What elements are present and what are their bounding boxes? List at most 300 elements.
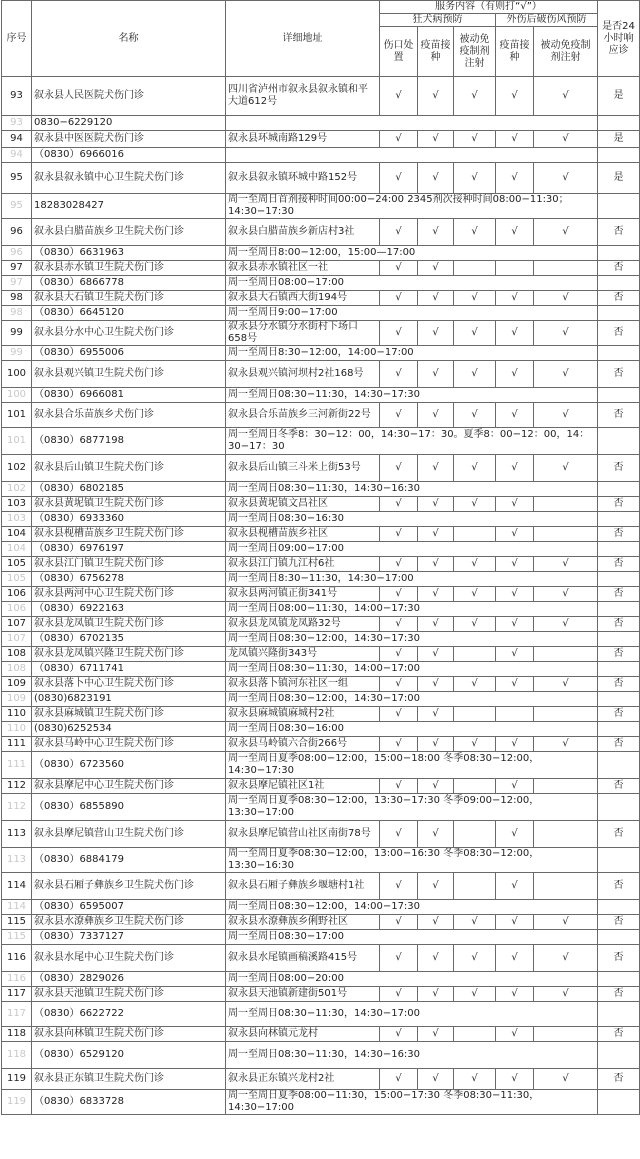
passive-tetanus-check: √: [534, 291, 598, 306]
clinic-address: 四川省泸州市叙永县叙永镇和平大道612号: [226, 77, 380, 116]
table-header: [2, 1, 640, 77]
clinic-row: [2, 873, 640, 900]
clinic-no: 100: [2, 361, 32, 388]
clinic-phone: （0830）6756278: [32, 572, 226, 587]
clinic-no-repeat: 109: [2, 692, 32, 707]
clinic-address: 龙凤镇兴隆街343号: [226, 647, 380, 662]
h24-value: 是: [598, 163, 640, 194]
clinic-hours: 周一至周日08:30−11:30，14:30−17:30: [226, 388, 598, 403]
vaccine-check: √: [418, 707, 454, 722]
clinic-hours: 周一至周日08:30−12:00，14:30−17:30: [226, 632, 598, 647]
clinic-contact-row: [2, 428, 640, 455]
clinic-hours: 周一至周日夏季08:00−11:30，15:00−17:30 冬季08:30−11:30，14:30−17:00: [226, 1090, 598, 1115]
clinic-phone: （0830）7337127: [32, 930, 226, 945]
tetanus-vaccine-check: √: [496, 737, 534, 752]
wound-check: √: [380, 527, 418, 542]
tetanus-vaccine-check: √: [496, 455, 534, 482]
vaccine-check: √: [418, 291, 454, 306]
clinic-phone: 18283028427: [32, 194, 226, 219]
vaccine-check: √: [418, 557, 454, 572]
clinic-no: 115: [2, 915, 32, 930]
h24-value: 否: [598, 1069, 640, 1090]
contact-blank: [598, 900, 640, 915]
clinic-name: 叙永县人民医院犬伤门诊: [32, 77, 226, 116]
vaccine-check: √: [418, 1027, 454, 1042]
clinic-no-repeat: 105: [2, 572, 32, 587]
passive-tetanus-check: √: [534, 677, 598, 692]
header-rabies: 狂犬病预防: [380, 14, 496, 27]
clinic-name: 叙永县落卜中心卫生院犬伤门诊: [32, 677, 226, 692]
wound-check: √: [380, 77, 418, 116]
vaccine-check: √: [418, 677, 454, 692]
clinic-name: 叙永县合乐苗族乡犬伤门诊: [32, 403, 226, 428]
vaccine-check: √: [418, 77, 454, 116]
wound-check: √: [380, 261, 418, 276]
clinic-phone: （0830）6631963: [32, 246, 226, 261]
clinic-no: 105: [2, 557, 32, 572]
clinic-no: 107: [2, 617, 32, 632]
clinic-name: 叙永县黄坭镇卫生院犬伤门诊: [32, 497, 226, 512]
clinic-name: 叙永县两河中心卫生院犬伤门诊: [32, 587, 226, 602]
passive-tetanus-check: √: [534, 587, 598, 602]
passive-tetanus-check: √: [534, 557, 598, 572]
clinic-phone: 0830−6229120: [32, 116, 226, 131]
clinic-contact-row: [2, 930, 640, 945]
clinic-address: 叙永县两河镇正街341号: [226, 587, 380, 602]
passive-rabies-check: √: [454, 291, 496, 306]
tetanus-vaccine-check: √: [496, 647, 534, 662]
wound-check: √: [380, 131, 418, 148]
clinic-contact-row: [2, 542, 640, 557]
clinic-no-repeat: 117: [2, 1002, 32, 1027]
clinic-phone: （0830）6622722: [32, 1002, 226, 1027]
wound-check: √: [380, 873, 418, 900]
tetanus-vaccine-check: √: [496, 403, 534, 428]
passive-tetanus-check: √: [534, 915, 598, 930]
wound-check: √: [380, 915, 418, 930]
clinic-phone: (0830)6252534: [32, 722, 226, 737]
clinic-hours: [226, 148, 598, 163]
wound-check: √: [380, 163, 418, 194]
wound-check: √: [380, 219, 418, 246]
vaccine-check: √: [418, 987, 454, 1002]
clinic-phone: （0830）6933360: [32, 512, 226, 527]
vaccine-check: √: [418, 261, 454, 276]
clinic-name: 叙永县天池镇卫生院犬伤门诊: [32, 987, 226, 1002]
passive-rabies-check: √: [454, 163, 496, 194]
wound-check: √: [380, 557, 418, 572]
passive-tetanus-check: [534, 873, 598, 900]
vaccine-check: √: [418, 131, 454, 148]
wound-check: √: [380, 617, 418, 632]
clinic-contact-row: [2, 900, 640, 915]
vaccine-check: √: [418, 915, 454, 930]
clinic-contact-row: [2, 632, 640, 647]
h24-value: 否: [598, 915, 640, 930]
passive-tetanus-check: √: [534, 617, 598, 632]
passive-rabies-check: √: [454, 455, 496, 482]
clinic-name: 叙永县向林镇卫生院犬伤门诊: [32, 1027, 226, 1042]
clinic-no: 119: [2, 1069, 32, 1090]
tetanus-vaccine-check: √: [496, 821, 534, 848]
clinic-address: 叙永县合乐苗族乡三河新街22号: [226, 403, 380, 428]
clinic-no-repeat: 107: [2, 632, 32, 647]
tetanus-vaccine-check: √: [496, 945, 534, 972]
contact-blank: [598, 194, 640, 219]
contact-blank: [598, 662, 640, 677]
clinic-contact-row: [2, 512, 640, 527]
clinic-no-repeat: 113: [2, 848, 32, 873]
tetanus-vaccine-check: √: [496, 677, 534, 692]
clinic-hours: 周一至周日9:00−17:00: [226, 306, 598, 321]
clinic-phone: （0830）6877198: [32, 428, 226, 455]
clinic-phone: （0830）6866778: [32, 276, 226, 291]
wound-check: √: [380, 321, 418, 346]
contact-blank: [598, 1042, 640, 1069]
clinic-row: [2, 361, 640, 388]
h24-value: 否: [598, 219, 640, 246]
clinic-contact-row: [2, 346, 640, 361]
h24-value: 否: [598, 291, 640, 306]
clinic-phone: （0830）6855890: [32, 794, 226, 821]
clinic-phone: （0830）6702135: [32, 632, 226, 647]
passive-rabies-check: [454, 873, 496, 900]
passive-rabies-check: √: [454, 321, 496, 346]
clinic-row: [2, 647, 640, 662]
clinic-phone: （0830）6966016: [32, 148, 226, 163]
clinic-no-repeat: 106: [2, 602, 32, 617]
tetanus-vaccine-check: √: [496, 291, 534, 306]
contact-blank: [598, 246, 640, 261]
passive-tetanus-check: [534, 779, 598, 794]
clinic-name: 叙永县水尾中心卫生院犬伤门诊: [32, 945, 226, 972]
clinic-no-repeat: 110: [2, 722, 32, 737]
clinic-no-repeat: 96: [2, 246, 32, 261]
header-services: 服务内容（有则打“√”）: [380, 1, 598, 14]
tetanus-vaccine-check: √: [496, 873, 534, 900]
vaccine-check: √: [418, 873, 454, 900]
vaccine-check: √: [418, 821, 454, 848]
clinic-name: 叙永县龙凤镇卫生院犬伤门诊: [32, 617, 226, 632]
vaccine-check: √: [418, 945, 454, 972]
clinic-hours: 周一至周日8:30−12:00，14:00−17:00: [226, 346, 598, 361]
clinic-phone: (0830)6823191: [32, 692, 226, 707]
tetanus-vaccine-check: √: [496, 617, 534, 632]
clinic-contact-row: [2, 116, 640, 131]
clinic-phone: （0830）6976197: [32, 542, 226, 557]
clinic-row: [2, 557, 640, 572]
passive-rabies-check: [454, 527, 496, 542]
clinic-no-repeat: 115: [2, 930, 32, 945]
passive-rabies-check: √: [454, 915, 496, 930]
header-address: 详细地址: [226, 1, 380, 77]
clinic-no: 102: [2, 455, 32, 482]
header-24h: 是否24小时响应诊: [598, 1, 640, 77]
clinic-no: 108: [2, 647, 32, 662]
header-passive-tetanus: 被动免疫制剂注射: [534, 27, 598, 77]
tetanus-vaccine-check: √: [496, 915, 534, 930]
contact-blank: [598, 388, 640, 403]
clinic-list-document: [1, 0, 639, 1115]
clinic-name: 叙永县白腊苗族乡卫生院犬伤门诊: [32, 219, 226, 246]
contact-blank: [598, 602, 640, 617]
tetanus-vaccine-check: √: [496, 779, 534, 794]
clinic-contact-row: [2, 662, 640, 677]
clinic-name: 叙永县分水中心卫生院犬伤门诊: [32, 321, 226, 346]
clinic-phone: （0830）6645120: [32, 306, 226, 321]
clinic-contact-row: [2, 572, 640, 587]
tetanus-vaccine-check: √: [496, 1027, 534, 1042]
passive-tetanus-check: √: [534, 163, 598, 194]
header-passive-rabies: 被动免疫制剂注射: [454, 27, 496, 77]
clinic-address: 叙永县白腊苗族乡新店村3社: [226, 219, 380, 246]
contact-blank: [598, 482, 640, 497]
clinic-phone: （0830）6595007: [32, 900, 226, 915]
clinic-no: 97: [2, 261, 32, 276]
clinic-row: [2, 131, 640, 148]
clinic-row: [2, 77, 640, 116]
contact-blank: [598, 276, 640, 291]
clinic-address: 叙永县马岭镇六合街266号: [226, 737, 380, 752]
h24-value: 否: [598, 617, 640, 632]
clinic-hours: [226, 116, 598, 131]
contact-blank: [598, 794, 640, 821]
header-seq: 序号: [2, 1, 32, 77]
tetanus-vaccine-check: √: [496, 587, 534, 602]
clinic-no-repeat: 93: [2, 116, 32, 131]
wound-check: √: [380, 455, 418, 482]
passive-tetanus-check: [534, 497, 598, 512]
clinic-address: 叙永县正东镇兴龙村2社: [226, 1069, 380, 1090]
clinic-no: 98: [2, 291, 32, 306]
clinic-hours: 周一至周日冬季8：30−12：00，14:30−17：30。夏季8：00−12：00，14：30−17：30: [226, 428, 598, 455]
clinic-row: [2, 261, 640, 276]
tetanus-vaccine-check: √: [496, 361, 534, 388]
clinic-hours: 周一至周日08:30−11:30，14:30−16:30: [226, 482, 598, 497]
header-vaccine: 疫苗接种: [418, 27, 454, 77]
contact-blank: [598, 722, 640, 737]
passive-rabies-check: [454, 821, 496, 848]
wound-check: √: [380, 945, 418, 972]
passive-tetanus-check: [534, 1027, 598, 1042]
contact-blank: [598, 972, 640, 987]
clinic-hours: 周一至周日8:30−11:30，14:30−17:00: [226, 572, 598, 587]
clinic-hours: 周一至周日8:00−12:00，15:00—17:00: [226, 246, 598, 261]
wound-check: √: [380, 779, 418, 794]
passive-rabies-check: √: [454, 77, 496, 116]
vaccine-check: √: [418, 779, 454, 794]
clinic-hours: 周一至周日08:00−20:00: [226, 972, 598, 987]
clinic-contact-row: [2, 1002, 640, 1027]
tetanus-vaccine-check: √: [496, 131, 534, 148]
clinic-row: [2, 403, 640, 428]
clinic-name: 叙永县后山镇卫生院犬伤门诊: [32, 455, 226, 482]
clinic-no: 112: [2, 779, 32, 794]
passive-rabies-check: √: [454, 987, 496, 1002]
wound-check: √: [380, 1027, 418, 1042]
clinic-name: 叙永县摩尼中心卫生院犬伤门诊: [32, 779, 226, 794]
h24-value: 否: [598, 873, 640, 900]
passive-rabies-check: √: [454, 945, 496, 972]
clinic-phone: （0830）2829026: [32, 972, 226, 987]
passive-tetanus-check: √: [534, 77, 598, 116]
h24-value: 否: [598, 1027, 640, 1042]
contact-blank: [598, 1090, 640, 1115]
clinic-row: [2, 1069, 640, 1090]
wound-check: √: [380, 1069, 418, 1090]
passive-rabies-check: √: [454, 131, 496, 148]
clinic-contact-row: [2, 276, 640, 291]
vaccine-check: √: [418, 163, 454, 194]
vaccine-check: √: [418, 587, 454, 602]
clinic-no-repeat: 95: [2, 194, 32, 219]
clinic-no: 104: [2, 527, 32, 542]
clinic-no-repeat: 112: [2, 794, 32, 821]
vaccine-check: √: [418, 737, 454, 752]
clinic-hours: 周一至周日首剂接种时间00:00−24:00 2345剂次接种时间08:00−11:30；14:30−17:30: [226, 194, 598, 219]
clinic-no: 116: [2, 945, 32, 972]
h24-value: 是: [598, 77, 640, 116]
clinic-hours: 周一至周日08:30−17:00: [226, 930, 598, 945]
h24-value: 否: [598, 779, 640, 794]
clinic-address: 叙永县观兴镇河坝村2社168号: [226, 361, 380, 388]
h24-value: 否: [598, 707, 640, 722]
tetanus-vaccine-check: √: [496, 1069, 534, 1090]
passive-tetanus-check: √: [534, 403, 598, 428]
passive-tetanus-check: √: [534, 321, 598, 346]
clinic-row: [2, 455, 640, 482]
clinic-row: [2, 617, 640, 632]
clinic-contact-row: [2, 722, 640, 737]
clinic-address: 叙永县落卜镇河东社区一组: [226, 677, 380, 692]
clinic-name: 叙永县赤水镇卫生院犬伤门诊: [32, 261, 226, 276]
contact-blank: [598, 346, 640, 361]
clinic-contact-row: [2, 388, 640, 403]
contact-blank: [598, 148, 640, 163]
clinic-no-repeat: 101: [2, 428, 32, 455]
clinic-name: 叙永县龙凤镇兴隆卫生院犬伤门诊: [32, 647, 226, 662]
h24-value: 否: [598, 361, 640, 388]
passive-tetanus-check: √: [534, 987, 598, 1002]
contact-blank: [598, 428, 640, 455]
passive-tetanus-check: √: [534, 737, 598, 752]
clinic-address: 叙永县麻城镇麻城村2社: [226, 707, 380, 722]
clinic-address: 叙永县黄坭镇文昌社区: [226, 497, 380, 512]
clinic-row: [2, 737, 640, 752]
clinic-no-repeat: 102: [2, 482, 32, 497]
clinic-contact-row: [2, 246, 640, 261]
clinic-hours: 周一至周日08:30−11:30，14:30−17:00: [226, 1002, 598, 1027]
h24-value: 是: [598, 131, 640, 148]
tetanus-vaccine-check: √: [496, 77, 534, 116]
clinic-phone: （0830）6922163: [32, 602, 226, 617]
clinic-no: 101: [2, 403, 32, 428]
vaccine-check: √: [418, 617, 454, 632]
clinic-address: 叙永县环城南路129号: [226, 131, 380, 148]
passive-tetanus-check: [534, 527, 598, 542]
clinic-contact-row: [2, 602, 640, 617]
passive-rabies-check: √: [454, 557, 496, 572]
contact-blank: [598, 572, 640, 587]
clinic-no: 111: [2, 737, 32, 752]
vaccine-check: √: [418, 1069, 454, 1090]
h24-value: 否: [598, 587, 640, 602]
clinic-hours: 周一至周日夏季08:30−12:00，13:30−17:30 冬季09:00−12:00，13:30−17:00: [226, 794, 598, 821]
h24-value: 否: [598, 557, 640, 572]
wound-check: √: [380, 737, 418, 752]
clinic-no: 96: [2, 219, 32, 246]
passive-rabies-check: √: [454, 361, 496, 388]
clinic-contact-row: [2, 848, 640, 873]
h24-value: 否: [598, 497, 640, 512]
clinic-row: [2, 821, 640, 848]
passive-tetanus-check: [534, 647, 598, 662]
passive-rabies-check: √: [454, 497, 496, 512]
clinic-no: 103: [2, 497, 32, 512]
clinic-contact-row: [2, 1042, 640, 1069]
passive-rabies-check: √: [454, 587, 496, 602]
header-tetanus: 外伤后破伤风预防: [496, 14, 598, 27]
passive-rabies-check: [454, 1027, 496, 1042]
clinic-no-repeat: 114: [2, 900, 32, 915]
passive-tetanus-check: √: [534, 361, 598, 388]
wound-check: √: [380, 361, 418, 388]
passive-tetanus-check: [534, 821, 598, 848]
clinic-name: 叙永县江门镇卫生院犬伤门诊: [32, 557, 226, 572]
h24-value: 否: [598, 455, 640, 482]
vaccine-check: √: [418, 361, 454, 388]
vaccine-check: √: [418, 321, 454, 346]
passive-tetanus-check: √: [534, 945, 598, 972]
clinic-address: 叙永县龙凤镇龙凤路32号: [226, 617, 380, 632]
passive-tetanus-check: [534, 261, 598, 276]
clinic-no: 118: [2, 1027, 32, 1042]
clinic-address: 叙永县向林镇元龙村: [226, 1027, 380, 1042]
passive-tetanus-check: √: [534, 131, 598, 148]
clinic-contact-row: [2, 194, 640, 219]
clinic-name: 叙永县摩尼镇营山卫生院犬伤门诊: [32, 821, 226, 848]
clinic-no: 106: [2, 587, 32, 602]
h24-value: 否: [598, 737, 640, 752]
wound-check: √: [380, 677, 418, 692]
passive-rabies-check: √: [454, 617, 496, 632]
clinic-address: 叙永县大石镇西大街194号: [226, 291, 380, 306]
clinic-no-repeat: 111: [2, 752, 32, 779]
clinic-no: 117: [2, 987, 32, 1002]
clinic-name: 叙永县大石镇卫生院犬伤门诊: [32, 291, 226, 306]
clinic-phone: （0830）6833728: [32, 1090, 226, 1115]
clinic-no: 109: [2, 677, 32, 692]
wound-check: √: [380, 587, 418, 602]
clinic-hours: 周一至周日08:30−12:00，14:00−17:30: [226, 900, 598, 915]
vaccine-check: √: [418, 497, 454, 512]
clinic-contact-row: [2, 794, 640, 821]
clinic-contact-row: [2, 148, 640, 163]
table-body: [2, 77, 640, 1115]
vaccine-check: √: [418, 219, 454, 246]
clinic-no-repeat: 119: [2, 1090, 32, 1115]
clinic-no: 93: [2, 77, 32, 116]
h24-value: 否: [598, 321, 640, 346]
contact-blank: [598, 116, 640, 131]
clinic-hours: 周一至周日08:30−12:00，14:30−17:00: [226, 692, 598, 707]
clinic-no: 95: [2, 163, 32, 194]
clinic-row: [2, 707, 640, 722]
header-wound: 伤口处置: [380, 27, 418, 77]
clinic-row: [2, 497, 640, 512]
wound-check: √: [380, 707, 418, 722]
tetanus-vaccine-check: √: [496, 527, 534, 542]
